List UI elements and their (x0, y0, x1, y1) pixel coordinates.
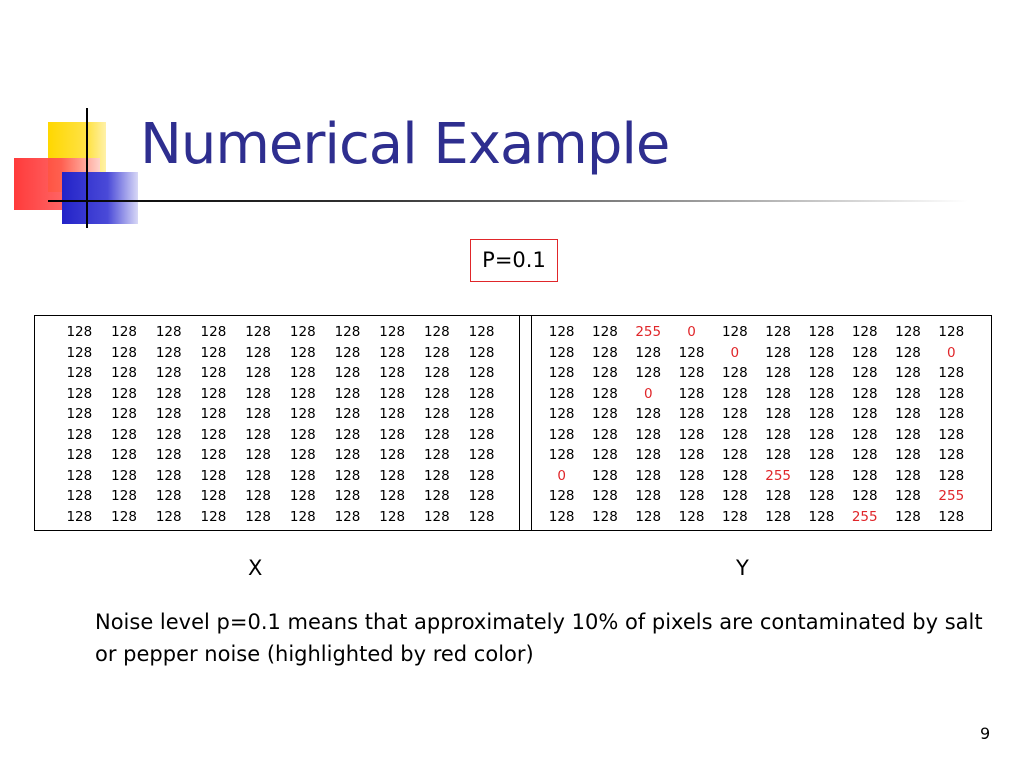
matrix-y-cell: 128 (895, 488, 921, 505)
matrix-y-cell: 128 (721, 447, 748, 464)
matrix-y-cell: 128 (765, 447, 792, 464)
matrix-x-cell: 128 (379, 344, 406, 361)
matrix-x-cell: 128 (155, 406, 182, 423)
matrix-x-cell: 128 (423, 406, 450, 423)
matrix-x-cell: 128 (423, 365, 450, 382)
matrix-x-cell: 128 (334, 344, 361, 361)
matrix-x-cell: 128 (155, 488, 182, 505)
matrix-x-label: X (248, 556, 263, 580)
matrix-x-cell: 128 (66, 324, 93, 341)
matrix-x-cell: 128 (423, 344, 450, 361)
matrix-x-cell: 128 (155, 426, 182, 443)
matrix-x-cell: 128 (423, 426, 450, 443)
matrix-x-cell: 128 (289, 324, 316, 341)
matrix-y-row (540, 322, 973, 343)
matrix-x-cell: 128 (66, 385, 93, 402)
matrix-y-cell: 0 (947, 344, 956, 361)
matrix-x-cell: 128 (111, 365, 137, 382)
matrix-x-cell: 128 (468, 385, 495, 402)
matrix-y-cell: 128 (851, 467, 878, 484)
matrix-y-table (540, 322, 973, 527)
matrix-y-cell: 128 (938, 447, 965, 464)
matrix-y-cell: 128 (765, 406, 792, 423)
matrix-y-cell: 128 (808, 488, 835, 505)
matrix-y-cell: 128 (635, 344, 662, 361)
matrix-y-cell: 128 (592, 508, 618, 525)
matrix-x-cell: 128 (66, 406, 93, 423)
matrix-y-cell: 128 (678, 385, 705, 402)
matrix-y-cell: 128 (592, 385, 618, 402)
matrix-x-cell: 128 (245, 344, 271, 361)
matrix-y-cell: 128 (721, 426, 748, 443)
matrix-x-cell: 128 (334, 447, 361, 464)
matrix-x-cell: 128 (423, 488, 450, 505)
matrix-y-cell: 255 (765, 467, 792, 484)
matrix-y-cell: 128 (851, 447, 878, 464)
matrix-y-cell: 128 (851, 344, 878, 361)
matrix-y-row (540, 425, 973, 446)
matrix-x-cell: 128 (379, 324, 406, 341)
matrix-x-row (57, 466, 504, 487)
matrix-x-cell: 128 (200, 447, 227, 464)
matrix-y-cell: 128 (851, 385, 878, 402)
matrix-x-cell: 128 (155, 344, 182, 361)
matrix-y-cell: 128 (808, 324, 835, 341)
matrix-x-cell: 128 (245, 488, 271, 505)
matrix-x-cell: 128 (289, 467, 316, 484)
matrix-y-cell: 128 (765, 426, 792, 443)
matrix-y-cell: 128 (765, 324, 792, 341)
matrix-y-cell: 128 (895, 508, 921, 525)
matrix-y-cell: 128 (808, 508, 835, 525)
matrix-x-cell: 128 (289, 488, 316, 505)
matrix-x-cell: 128 (111, 385, 137, 402)
matrix-x-cell: 128 (423, 447, 450, 464)
matrix-y-cell: 128 (851, 406, 878, 423)
matrix-x-cell: 128 (66, 488, 93, 505)
matrix-x-cell: 128 (334, 385, 361, 402)
matrix-x-cell: 128 (111, 447, 137, 464)
matrix-y-cell: 128 (938, 324, 965, 341)
matrix-y-cell: 128 (808, 447, 835, 464)
matrix-y-cell: 128 (548, 406, 575, 423)
matrix-y-cell: 128 (548, 508, 575, 525)
matrix-x-row (57, 343, 504, 364)
matrix-x-cell: 128 (200, 488, 227, 505)
matrix-y-cell: 128 (851, 488, 878, 505)
matrix-y-row (540, 466, 973, 487)
matrix-y-cell: 128 (678, 467, 705, 484)
matrix-x-box (34, 315, 532, 531)
matrix-x-cell: 128 (468, 324, 495, 341)
matrix-x-cell: 128 (111, 426, 137, 443)
matrix-y-cell: 0 (557, 467, 566, 484)
matrix-y-cell: 0 (643, 385, 653, 402)
matrix-y-cell: 255 (938, 488, 965, 505)
matrix-y-cell: 128 (765, 385, 792, 402)
matrix-y-cell: 128 (721, 365, 748, 382)
matrix-x-row (57, 486, 504, 507)
matrix-x-cell: 128 (468, 406, 495, 423)
matrix-y-cell: 128 (895, 324, 921, 341)
matrix-x-cell: 128 (111, 488, 137, 505)
matrix-y-cell: 128 (895, 467, 921, 484)
matrix-x-cell: 128 (200, 406, 227, 423)
matrix-y-cell: 128 (765, 365, 792, 382)
matrix-x-cell: 128 (379, 467, 406, 484)
matrix-y-cell: 0 (687, 324, 696, 341)
matrix-y-cell: 128 (938, 426, 965, 443)
matrix-x-cell: 128 (289, 406, 316, 423)
matrix-x-cell: 128 (200, 467, 227, 484)
matrix-y-row (540, 384, 973, 405)
matrix-x-cell: 128 (289, 385, 316, 402)
matrix-x-row (57, 507, 504, 528)
matrix-y-cell: 128 (592, 324, 618, 341)
matrix-x-cell: 128 (468, 508, 495, 525)
matrix-y-cell: 128 (548, 488, 575, 505)
matrix-x-cell: 128 (468, 447, 495, 464)
matrix-x-cell: 128 (289, 344, 316, 361)
matrix-y-cell: 128 (808, 385, 835, 402)
matrix-x-cell: 128 (289, 508, 316, 525)
matrix-x-row (57, 322, 504, 343)
matrix-x-cell: 128 (334, 508, 361, 525)
matrix-x-cell: 128 (468, 365, 495, 382)
matrix-x-cell: 128 (334, 324, 361, 341)
matrix-y-row (540, 343, 973, 364)
matrix-x-cell: 128 (289, 365, 316, 382)
matrix-x-cell: 128 (200, 385, 227, 402)
matrix-x-cell: 128 (111, 406, 137, 423)
matrix-y-cell: 128 (678, 508, 705, 525)
matrix-y-cell: 128 (548, 447, 575, 464)
matrix-y-cell: 128 (678, 365, 705, 382)
matrix-x-cell: 128 (334, 406, 361, 423)
matrix-y-cell: 128 (635, 406, 662, 423)
matrix-x-cell: 128 (468, 426, 495, 443)
matrix-x-cell: 128 (66, 426, 93, 443)
matrix-x-cell: 128 (111, 467, 137, 484)
matrix-x-cell: 128 (200, 365, 227, 382)
matrix-y-cell: 128 (721, 385, 748, 402)
matrix-x-cell: 128 (245, 467, 271, 484)
matrix-x-cell: 128 (155, 508, 182, 525)
matrix-y-cell: 0 (730, 344, 740, 361)
matrix-x-cell: 128 (379, 508, 406, 525)
matrix-y-cell: 128 (895, 426, 921, 443)
matrix-x-cell: 128 (245, 365, 271, 382)
matrix-x-cell: 128 (468, 488, 495, 505)
matrix-x-cell: 128 (423, 467, 450, 484)
matrix-y-cell: 128 (678, 488, 705, 505)
matrix-y-row (540, 404, 973, 425)
matrix-y-row (540, 486, 973, 507)
matrix-y-cell: 128 (548, 426, 575, 443)
matrix-y-cell: 128 (938, 365, 965, 382)
matrix-y-cell: 128 (548, 385, 575, 402)
matrix-x-cell: 128 (334, 488, 361, 505)
matrix-x-cell: 128 (379, 406, 406, 423)
matrix-y-cell: 128 (592, 467, 618, 484)
matrix-y-cell: 128 (678, 406, 705, 423)
matrix-x-cell: 128 (66, 447, 93, 464)
matrix-x-cell: 128 (289, 426, 316, 443)
matrix-y-cell: 128 (592, 447, 618, 464)
matrix-x-cell: 128 (245, 426, 271, 443)
matrix-y-cell: 128 (592, 365, 618, 382)
matrix-x-cell: 128 (379, 488, 406, 505)
matrix-y-cell: 128 (635, 426, 662, 443)
matrix-y-cell: 128 (635, 447, 662, 464)
matrix-y-cell: 128 (851, 324, 878, 341)
matrix-y-cell: 128 (721, 488, 748, 505)
matrix-y-cell: 128 (592, 426, 618, 443)
matrix-x-cell: 128 (379, 385, 406, 402)
matrix-x-cell: 128 (200, 344, 227, 361)
matrix-x-cell: 128 (155, 467, 182, 484)
matrix-y-cell: 255 (635, 324, 662, 341)
description-text: Noise level p=0.1 means that approximately 10% of pixels are contaminated by salt or pepper noise (highlighted by red color) (95, 610, 983, 666)
page-number: 9 (980, 724, 991, 743)
matrix-x-cell: 128 (200, 508, 227, 525)
matrix-y-cell: 128 (678, 447, 705, 464)
matrix-y-cell: 128 (895, 344, 921, 361)
matrix-x-cell: 128 (200, 426, 227, 443)
matrix-y-cell: 128 (678, 426, 705, 443)
matrix-y-cell: 128 (938, 467, 965, 484)
matrix-x-cell: 128 (111, 508, 137, 525)
matrix-y-cell: 128 (548, 365, 575, 382)
matrix-y-cell: 128 (765, 344, 792, 361)
matrix-x-cell: 128 (245, 508, 271, 525)
matrix-x-row (57, 363, 504, 384)
matrix-x-cell: 128 (66, 365, 93, 382)
matrix-x-cell: 128 (155, 385, 182, 402)
matrix-x-cell: 128 (111, 344, 137, 361)
matrix-y-cell: 128 (592, 406, 618, 423)
matrix-y-cell: 128 (635, 467, 662, 484)
matrix-x-cell: 128 (423, 324, 450, 341)
matrix-y-cell: 128 (808, 365, 835, 382)
matrix-x-cell: 128 (468, 467, 495, 484)
matrix-y-cell: 255 (851, 508, 878, 525)
matrix-y-row (540, 445, 973, 466)
matrix-x-cell: 128 (245, 447, 271, 464)
matrix-x-cell: 128 (334, 365, 361, 382)
matrix-y-cell: 128 (721, 508, 748, 525)
matrix-x-cell: 128 (334, 426, 361, 443)
matrix-x-cell: 128 (245, 406, 271, 423)
matrix-y-cell: 128 (765, 488, 792, 505)
matrix-x-cell: 128 (423, 385, 450, 402)
matrix-x-cell: 128 (379, 426, 406, 443)
matrix-y-cell: 128 (851, 365, 878, 382)
matrix-y-cell: 128 (721, 467, 748, 484)
matrix-y-cell: 128 (938, 406, 965, 423)
matrix-y-cell: 128 (808, 406, 835, 423)
matrix-y-cell: 128 (635, 508, 662, 525)
matrix-y-cell: 128 (721, 406, 748, 423)
matrix-x-row (57, 445, 504, 466)
matrix-x-row (57, 404, 504, 425)
matrix-y-cell: 128 (635, 365, 662, 382)
matrix-x-cell: 128 (66, 508, 93, 525)
decor-blue-block (62, 172, 138, 224)
matrix-x-cell: 128 (66, 467, 93, 484)
matrix-x-cell: 128 (155, 324, 182, 341)
matrix-y-cell: 128 (808, 467, 835, 484)
matrix-y-cell: 128 (548, 344, 575, 361)
matrix-x-cell: 128 (289, 447, 316, 464)
matrix-y-cell: 128 (895, 365, 921, 382)
matrix-y-cell: 128 (635, 488, 662, 505)
matrix-y-cell: 128 (851, 426, 878, 443)
matrix-y-cell: 128 (548, 324, 575, 341)
matrix-y-cell: 128 (895, 406, 921, 423)
matrix-y-cell: 128 (938, 508, 965, 525)
matrix-y-row (540, 507, 973, 528)
matrix-x-cell: 128 (245, 324, 271, 341)
matrix-y-cell: 128 (592, 488, 618, 505)
matrix-x-cell: 128 (200, 324, 227, 341)
matrix-y-row (540, 363, 973, 384)
matrix-y-cell: 128 (895, 385, 921, 402)
slide-title: Numerical Example (140, 112, 670, 177)
matrix-x-cell: 128 (423, 508, 450, 525)
decor-vertical-line (86, 108, 88, 228)
matrix-x-cell: 128 (245, 385, 271, 402)
parameter-box: P=0.1 (470, 239, 558, 282)
title-underline (48, 200, 968, 202)
matrix-y-cell: 128 (938, 385, 965, 402)
matrix-x-cell: 128 (468, 344, 495, 361)
matrix-x-cell: 128 (379, 365, 406, 382)
matrix-y-cell: 128 (895, 447, 921, 464)
matrix-y-cell: 128 (721, 324, 748, 341)
matrix-x-table (57, 322, 504, 527)
matrix-x-cell: 128 (111, 324, 137, 341)
matrix-x-cell: 128 (155, 365, 182, 382)
matrix-x-row (57, 425, 504, 446)
matrix-y-cell: 128 (808, 344, 835, 361)
matrix-x-cell: 128 (155, 447, 182, 464)
matrix-y-cell: 128 (592, 344, 618, 361)
matrix-y-cell: 128 (765, 508, 792, 525)
matrix-y-cell: 128 (808, 426, 835, 443)
matrix-y-cell: 128 (678, 344, 705, 361)
matrix-x-row (57, 384, 504, 405)
matrix-x-cell: 128 (66, 344, 93, 361)
matrix-y-label: Y (736, 556, 749, 580)
matrix-y-box (519, 315, 992, 531)
matrix-x-cell: 128 (379, 447, 406, 464)
matrix-x-cell: 128 (334, 467, 361, 484)
